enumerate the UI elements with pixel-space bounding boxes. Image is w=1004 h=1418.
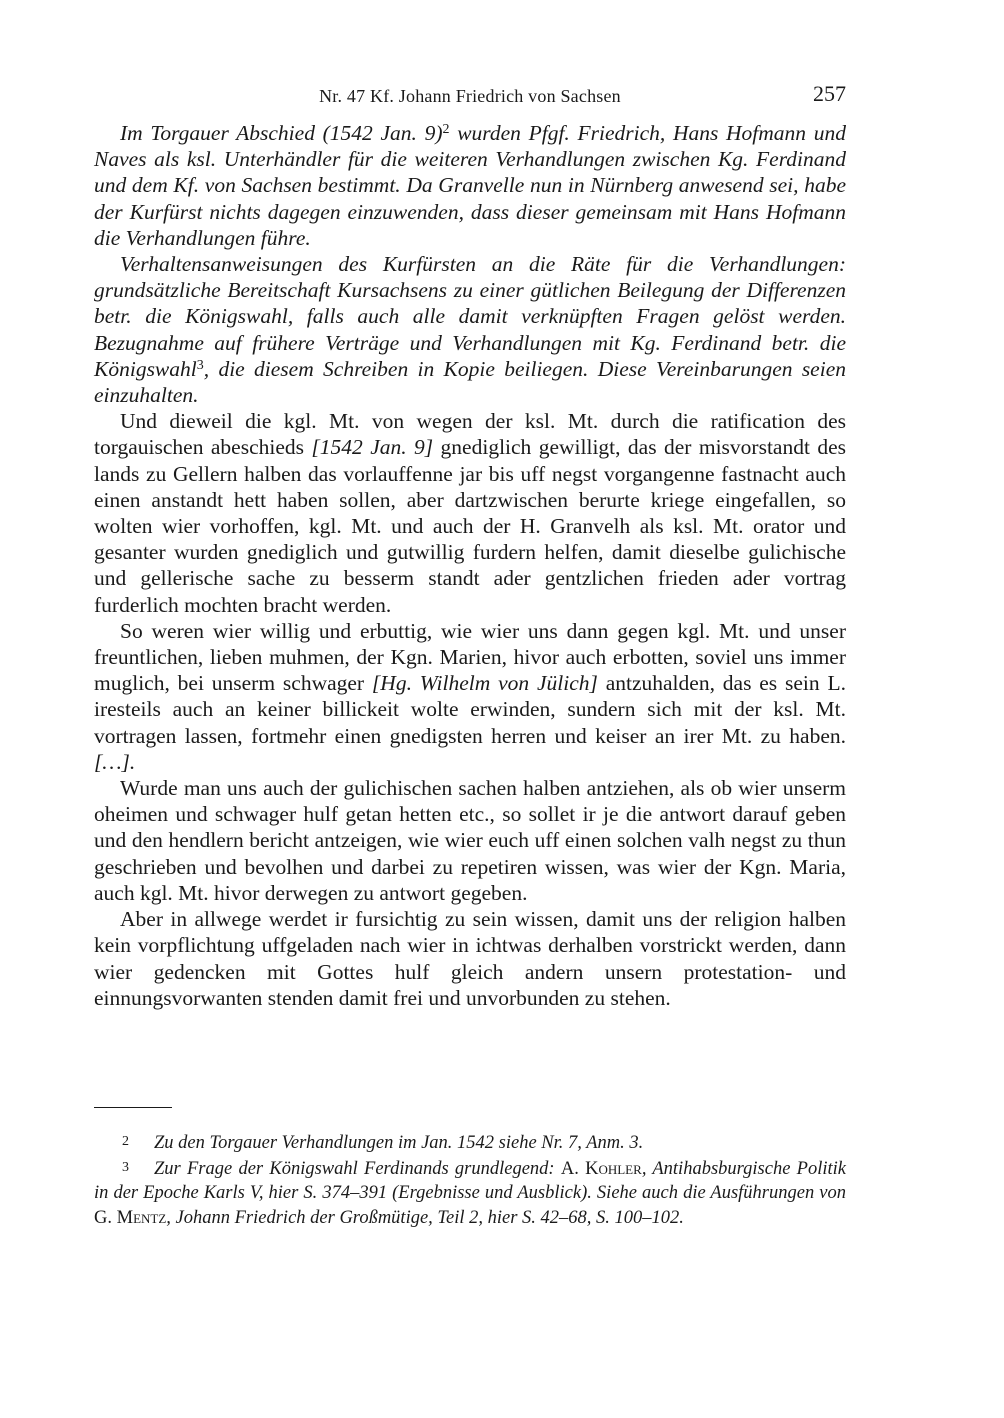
running-head-title: Nr. 47 Kf. Johann Friedrich von Sachsen (319, 86, 621, 106)
footnotes (94, 1130, 846, 1230)
page-number: 257 (813, 81, 846, 106)
footnote-ref-3[interactable]: 3 (196, 357, 204, 373)
footnote-number: 2 (122, 1134, 129, 1149)
text-paragraph-1: Und dieweil die kgl. Mt. von wegen der ksl. Mt. durch die ratification des torgauischen abeschieds [1542 Jan. 9] gnediglich gewilligt, das der misvorstandt des lands zu Gellern halben das vorlauffenne jar bis uff negst vorgangenne fastnacht auch einen anstandt hett haben sollen, aber dartzwischen berurte kriege eingefallen, so wolten wier vorhoffen, kgl. Mt. und auch der H. Granvelh als ksl. Mt. orator und gesanter wurden gnediglich und gutwillig furdern helfen, damit dieselbe gulichische und gellerische sache zu besserm standt ader gentzlichen frieden ader vortrag furderlich mochten bracht werden. (94, 409, 847, 617)
text-paragraph-2: So weren wier willig und erbuttig, wie wier uns dann gegen kgl. Mt. und unser freuntlichen, lieben muhmen, der Kgn. Marien, hivor auch erbotten, soviel uns immer muglich, bei unserm schwager [Hg. Wilhelm von Jülich] antzuhalden, das es sein L. iresteils auch an keiner billickeit wolte erwinden, sundern sich mit der ksl. Mt. vortragen lassen, fortmehr einen gnedigsten herren und keiser an irer Mt. zu haben. […]. (94, 618, 846, 774)
footnote-divider (94, 1107, 172, 1108)
regest-paragraph-1: Im Torgauer Abschied (1542 Jan. 9)$^2$ wurden Pfgf. Friedrich, Hans Hofmann und Naves als ksl. Unterhändler für die weiteren Verhandlungen zwischen Kg. Ferdinand und dem Kf. von Sachsen bestimmt. Da Granvelle nun in Nürnberg anwesend sei, habe der Kurfürst nichts dagegen einzuwenden, dass dieser gemeinsam mit Hans Hofmann die Verhandlungen führe. (94, 121, 847, 250)
footnote-2: 2 Zu den Torgauer Verhandlungen im Jan. 1542 siehe Nr. 7, Anm. 3. (94, 1130, 846, 1156)
text-paragraph-4: Aber in allwege werdet ir fursichtig zu sein wissen, damit uns der religion halben kein vorpflichtung uffgeladen nach wier in ichtwas derhalben vorstrickt werden, dann wier gedencken mit Gottes hulf gleich andern unsern protestation- und einnungsvorwanten stenden damit frei und unvorbunden zu stehen. (94, 907, 846, 1010)
text-paragraph-3: Wurde man uns auch der gulichischen sachen halben antziehen, als ob wier unserm oheimen und schwager hulf getan hetten etc., so sollet ir je die antwort darauf geben und den hendlern bericht antzeigen, wie wier euch uff einen solchen valh negst zu thun geschrieben und bevolhen und darbei zu repetiren wissen, was wier der Kgn. Maria, auch kgl. Mt. hivor derwegen zu antwort gegeben. (94, 776, 846, 905)
footnote-3: 3 Zur Frage der Königswahl Ferdinands grundlegend: A. Kohler, Antihabsburgische Politik in der Epoche Karls V, hier S. 374–391 (Ergebnisse und Ausblick). Siehe auch die Ausführungen von G. Mentz, Johann Friedrich der Großmütige, Teil 2, hier S. 42–68, S. 100–102. (94, 1156, 846, 1231)
main-text (94, 120, 846, 1011)
footnote-ref-2[interactable]: 2 (442, 122, 450, 137)
regest-paragraph-2: Verhaltensanweisungen des Kurfürsten an die Räte für die Verhandlungen: grundsätzliche Bereitschaft Kursachsens zu einer gütlichen Beilegung der Differenzen betr. die Königswahl, falls auch alle damit verknüpften Fragen gelöst werden. Bezugnahme auf frühere Verträge und Verhandlungen mit Kg. Ferdinand betr. die Königswahl$^3$, die diesem Schreiben in Kopie beiliegen. Diese Vereinbarungen seien einzuhalten. (94, 252, 846, 408)
author-name: Kohler (585, 1158, 642, 1179)
running-head (94, 82, 846, 110)
footnote-number: 3 (122, 1159, 129, 1175)
author-name: Mentz (116, 1207, 167, 1228)
